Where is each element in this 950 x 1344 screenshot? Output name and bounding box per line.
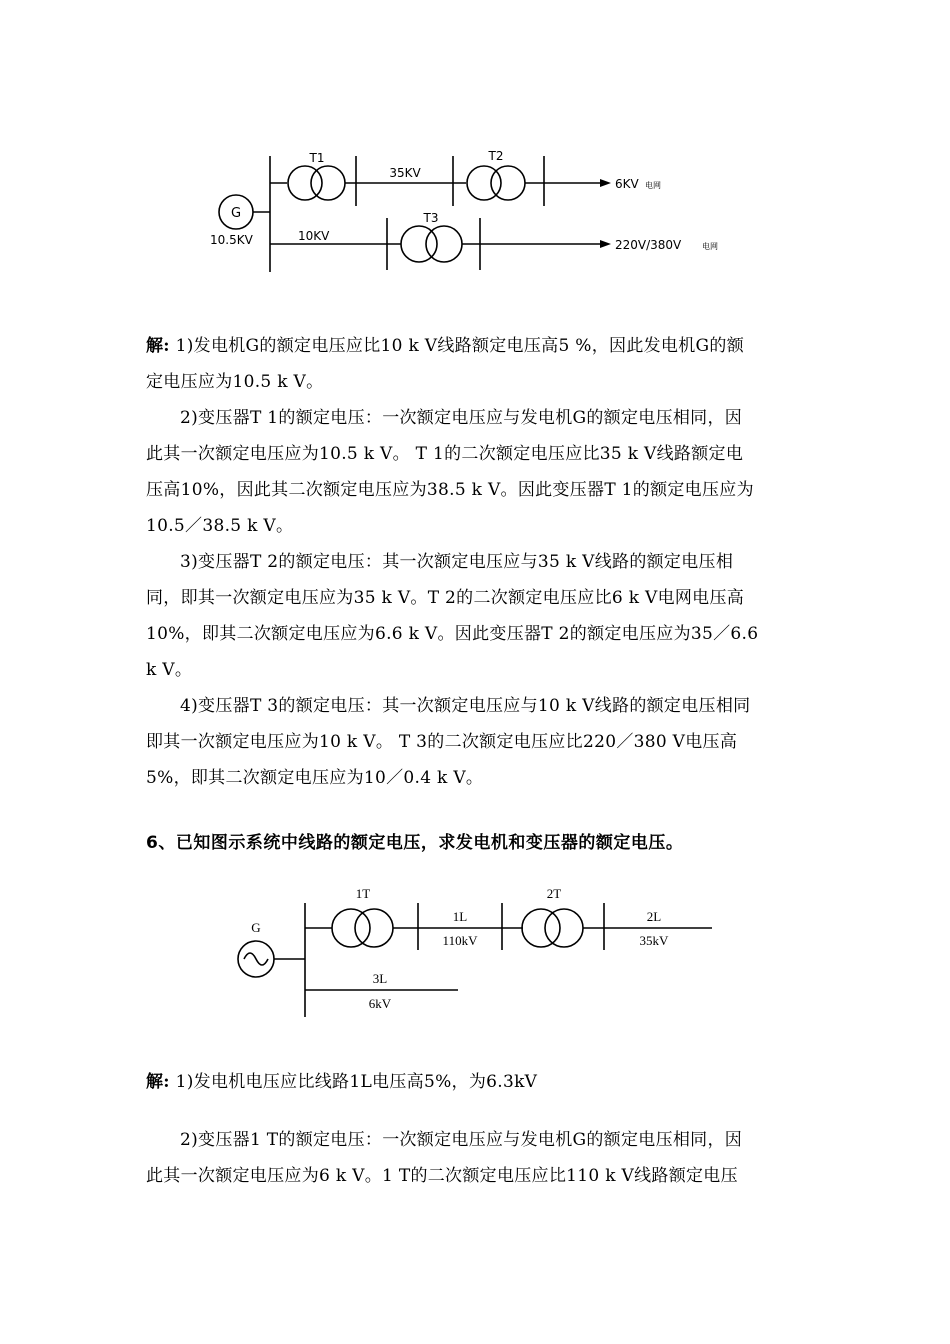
solution-1-p3-line3: 10%，即其二次额定电压应为6.6 k V。因此变压器T 2的额定电压应为35／6.6 <box>146 624 759 644</box>
2t-winding-right <box>545 909 583 947</box>
power-system-diagram-2 <box>0 870 950 1030</box>
solution-1-p2-line4: 10.5／38.5 k V。 <box>146 516 294 536</box>
2l-label: 2L <box>646 909 662 924</box>
arrow-6kv <box>600 179 611 187</box>
solution-1-p2-line2: 此其一次额定电压应为10.5 k V。 T 1的二次额定电压应比35 k V线路额定电 <box>146 444 744 464</box>
solution-1-p3-line1: 3)变压器T 2的额定电压：其一次额定电压应与35 k V线路的额定电压相 <box>180 552 734 572</box>
solution-1-p3-line2: 同，即其一次额定电压应为35 k V。T 2的二次额定电压应比6 k V电网电压高 <box>146 588 745 608</box>
solution-2-p2-line2: 此其一次额定电压应为6 k V。1 T的二次额定电压应比110 k V线路额定电压 <box>146 1166 738 1186</box>
solution-2-p2-line1: 2)变压器1 T的额定电压：一次额定电压应与发电机G的额定电压相同，因 <box>180 1130 743 1150</box>
1l-label: 1L <box>452 909 468 924</box>
1t-winding-left <box>332 909 370 947</box>
solution-1-p4-line2: 即其一次额定电压应为10 k V。 T 3的二次额定电压应比220／380 V电压高 <box>146 732 738 752</box>
line-10kv-label: 10KV <box>298 229 330 243</box>
2t-winding-left <box>522 909 560 947</box>
2t-label: 2T <box>546 886 562 901</box>
solution-2-lead: 解: <box>146 1072 170 1092</box>
sine-wave-icon <box>244 953 268 965</box>
gen-label: G <box>230 206 242 221</box>
t2-label: T2 <box>488 149 504 163</box>
solution-2 <box>146 1064 810 1100</box>
gen-voltage-label: 10.5KV <box>210 233 253 247</box>
solution-1-p1-line2: 定电压应为10.5 k V。 <box>146 372 324 392</box>
t3-label: T3 <box>423 211 439 225</box>
2l-voltage: 35kV <box>639 933 669 948</box>
line-35kv-label: 35KV <box>389 166 421 180</box>
question-6-heading: 6、已知图示系统中线路的额定电压，求发电机和变压器的额定电压。 <box>146 833 684 853</box>
solution-1 <box>146 328 810 796</box>
out-6kv-suffix: 电网 <box>645 181 661 190</box>
solution-1-p4-line1: 4)变压器T 3的额定电压：其一次额定电压应与10 k V线路的额定电压相同 <box>180 696 751 716</box>
power-system-diagram-1 <box>0 0 950 320</box>
1t-label: 1T <box>355 886 371 901</box>
1l-voltage: 110kV <box>442 933 478 948</box>
1t-winding-right <box>355 909 393 947</box>
solution-1-p2-line1: 2)变压器T 1的额定电压：一次额定电压应与发电机G的额定电压相同，因 <box>180 408 743 428</box>
arrow-220v <box>600 240 611 248</box>
out-220v-label: 220V/380V <box>615 238 682 252</box>
3l-voltage: 6kV <box>368 996 392 1011</box>
solution-1-p1-line1: 1)发电机G的额定电压应比10 k V线路额定电压高5 %，因此发电机G的额 <box>175 336 745 356</box>
solution-1-p4-line3: 5%，即其二次额定电压应为10／0.4 k V。 <box>146 768 484 788</box>
gen-label-2: G <box>251 920 261 935</box>
solution-1-p3-line4: k V。 <box>146 660 193 680</box>
solution-2-p1: 1)发电机电压应比线路1L电压高5%，为6.3kV <box>175 1072 538 1092</box>
t1-winding-right <box>311 166 345 200</box>
3l-label: 3L <box>372 971 388 986</box>
out-6kv-label: 6KV <box>615 177 639 191</box>
t2-winding-right <box>491 166 525 200</box>
solution-1-p2-line3: 压高10%，因此其二次额定电压应为38.5 k V。因此变压器T 1的额定电压应为 <box>146 480 754 500</box>
solution-1-lead: 解: <box>146 336 170 356</box>
t1-label: T1 <box>309 151 325 165</box>
t3-winding-right <box>426 226 462 262</box>
solution-2-cont <box>146 1122 810 1194</box>
out-220v-suffix: 电网 <box>702 242 718 251</box>
